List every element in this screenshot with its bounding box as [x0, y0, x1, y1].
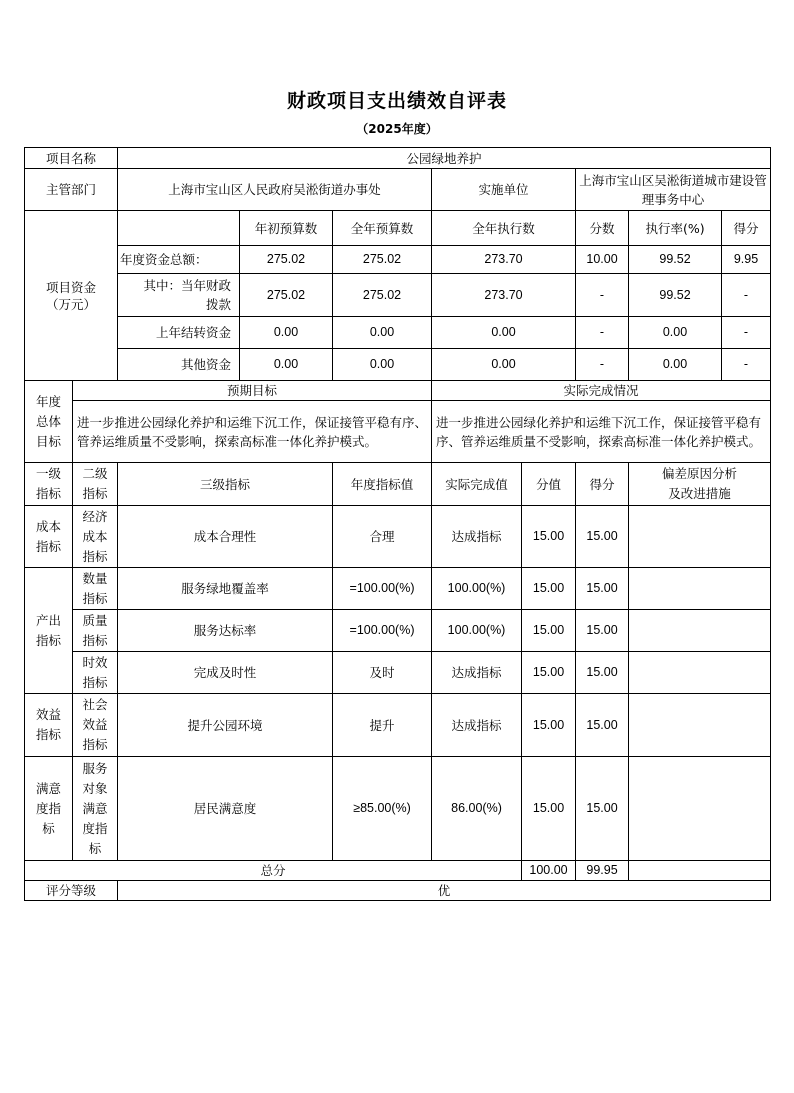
benefit-l1: 效益 指标	[25, 694, 73, 757]
header-target: 年度指标值	[333, 463, 432, 506]
goals-label: 年度 总体 目标	[25, 381, 73, 463]
funds-row-init: 275.02	[240, 274, 333, 317]
output-actual: 达成指标	[432, 652, 522, 694]
funds-header-full: 全年预算数	[333, 211, 432, 246]
benefit-points: 15.00	[522, 694, 576, 757]
satisfaction-target: ≥85.00(%)	[333, 757, 432, 861]
cost-score: 15.00	[576, 506, 629, 568]
output-l2: 质量 指标	[73, 610, 118, 652]
output-points: 15.00	[522, 652, 576, 694]
satisfaction-score: 15.00	[576, 757, 629, 861]
output-l1: 产出 指标	[25, 568, 73, 694]
output-deviation	[629, 652, 771, 694]
header-deviation: 偏差原因分析 及改进措施	[629, 463, 771, 506]
funds-row-full: 0.00	[333, 349, 432, 381]
funds-row-score: 10.00	[576, 246, 629, 274]
page-title: 财政项目支出绩效自评表	[286, 90, 507, 112]
output-target: =100.00(%)	[333, 610, 432, 652]
satisfaction-deviation	[629, 757, 771, 861]
funds-row-init: 275.02	[240, 246, 333, 274]
cost-target: 合理	[333, 506, 432, 568]
header-level1: 一级 指标	[25, 463, 73, 506]
funds-label: 项目资金 （万元）	[25, 211, 118, 381]
satisfaction-actual: 86.00(%)	[432, 757, 522, 861]
funds-row-got: -	[722, 349, 771, 381]
funds-row-exec: 273.70	[432, 246, 576, 274]
output-l2: 数量 指标	[73, 568, 118, 610]
output-score: 15.00	[576, 568, 629, 610]
goals-actual-text: 进一步推进公园绿化养护和运维下沉工作，保证接管平稳有序、管养运维质量不受影响，探索高标准一体化养护模式。	[432, 401, 771, 463]
benefit-actual: 达成指标	[432, 694, 522, 757]
cost-actual: 达成指标	[432, 506, 522, 568]
funds-row-exec: 0.00	[432, 317, 576, 349]
output-actual: 100.00(%)	[432, 568, 522, 610]
funds-row-label: 年度资金总额：	[118, 246, 240, 274]
benefit-deviation	[629, 694, 771, 757]
funds-row-got: -	[722, 317, 771, 349]
funds-row-score: -	[576, 274, 629, 317]
funds-row-label: 其中：当年财政 拨款	[118, 274, 240, 317]
funds-header-blank	[118, 211, 240, 246]
cost-points: 15.00	[522, 506, 576, 568]
funds-header-rate: 执行率(%)	[629, 211, 722, 246]
funds-row-full: 275.02	[333, 246, 432, 274]
funds-row-exec: 273.70	[432, 274, 576, 317]
output-points: 15.00	[522, 568, 576, 610]
goals-expected-label: 预期目标	[73, 381, 432, 401]
funds-row-exec: 0.00	[432, 349, 576, 381]
header-level2: 二级 指标	[73, 463, 118, 506]
header-score: 得分	[576, 463, 629, 506]
total-deviation	[629, 861, 771, 881]
output-l3: 完成及时性	[118, 652, 333, 694]
benefit-l2: 社会 效益 指标	[73, 694, 118, 757]
funds-row-label: 其他资金	[118, 349, 240, 381]
funds-header-exec: 全年执行数	[432, 211, 576, 246]
funds-row-label: 上年结转资金	[118, 317, 240, 349]
total-points: 100.00	[522, 861, 576, 881]
cost-deviation	[629, 506, 771, 568]
funds-row-got: -	[722, 274, 771, 317]
impl-value: 上海市宝山区吴淞街道城市建设管理事务中心	[576, 169, 771, 211]
funds-row-init: 0.00	[240, 349, 333, 381]
cost-l3: 成本合理性	[118, 506, 333, 568]
output-actual: 100.00(%)	[432, 610, 522, 652]
benefit-target: 提升	[333, 694, 432, 757]
funds-row-score: -	[576, 349, 629, 381]
satisfaction-points: 15.00	[522, 757, 576, 861]
cost-l2: 经济 成本 指标	[73, 506, 118, 568]
total-label: 总分	[25, 861, 522, 881]
header-level3: 三级指标	[118, 463, 333, 506]
funds-header-got: 得分	[722, 211, 771, 246]
funds-row-init: 0.00	[240, 317, 333, 349]
dept-value: 上海市宝山区人民政府吴淞街道办事处	[118, 169, 432, 211]
output-score: 15.00	[576, 652, 629, 694]
output-l2: 时效 指标	[73, 652, 118, 694]
output-deviation	[629, 568, 771, 610]
funds-row-rate: 0.00	[629, 317, 722, 349]
funds-row-rate: 99.52	[629, 274, 722, 317]
benefit-l3: 提升公园环境	[118, 694, 333, 757]
funds-row-full: 275.02	[333, 274, 432, 317]
total-score: 99.95	[576, 861, 629, 881]
impl-label: 实施单位	[432, 169, 576, 211]
output-target: =100.00(%)	[333, 568, 432, 610]
output-target: 及时	[333, 652, 432, 694]
satisfaction-l3: 居民满意度	[118, 757, 333, 861]
satisfaction-l2: 服务 对象 满意 度指 标	[73, 757, 118, 861]
output-points: 15.00	[522, 610, 576, 652]
header-points: 分值	[522, 463, 576, 506]
project-name-value: 公园绿地养护	[118, 148, 771, 169]
dept-label: 主管部门	[25, 169, 118, 211]
funds-header-score: 分数	[576, 211, 629, 246]
output-score: 15.00	[576, 610, 629, 652]
output-l3: 服务达标率	[118, 610, 333, 652]
goals-actual-label: 实际完成情况	[432, 381, 771, 401]
project-name-label: 项目名称	[25, 148, 118, 169]
funds-row-got: 9.95	[722, 246, 771, 274]
funds-row-full: 0.00	[333, 317, 432, 349]
rating-label: 评分等级	[25, 881, 118, 901]
header-actual: 实际完成值	[432, 463, 522, 506]
year-subtitle: （2025年度）	[356, 122, 438, 136]
goals-expected-text: 进一步推进公园绿化养护和运维下沉工作，保证接管平稳有序、管养运维质量不受影响，探索高标准一体化养护模式。	[73, 401, 432, 463]
funds-row-rate: 99.52	[629, 246, 722, 274]
output-deviation	[629, 610, 771, 652]
rating-value: 优	[118, 881, 771, 901]
funds-row-rate: 0.00	[629, 349, 722, 381]
funds-header-init: 年初预算数	[240, 211, 333, 246]
funds-row-score: -	[576, 317, 629, 349]
satisfaction-l1: 满意 度指 标	[25, 757, 73, 861]
benefit-score: 15.00	[576, 694, 629, 757]
cost-l1: 成本 指标	[25, 506, 73, 568]
evaluation-table	[24, 147, 771, 901]
output-l3: 服务绿地覆盖率	[118, 568, 333, 610]
